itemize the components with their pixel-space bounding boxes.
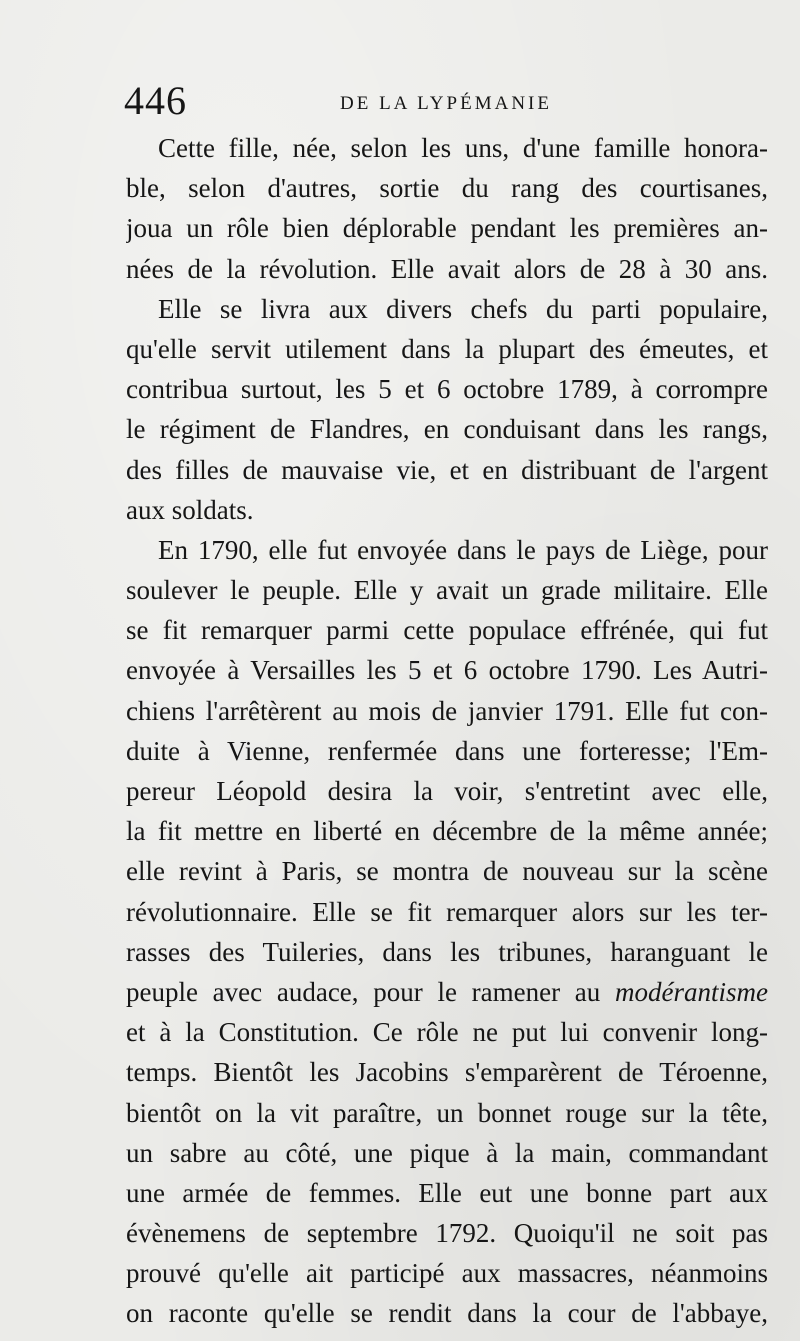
- text-line: aux soldats.: [126, 494, 254, 525]
- text-line: qu'elle servit utilement dans la plupart des émeutes, et: [126, 333, 768, 364]
- text-line: une armée de femmes. Elle eut une bonne part aux: [126, 1177, 768, 1208]
- text-line: elle revint à Paris, se montra de nouveau sur la scène: [126, 856, 768, 887]
- text-line: évènemens de septembre 1792. Quoiqu'il ne soit pas: [126, 1218, 768, 1249]
- text-line: contribua surtout, les 5 et 6 octobre 1789, à corrompre: [126, 374, 768, 405]
- text-line: se fit remarquer parmi cette populace effrénée, qui fut: [126, 615, 768, 646]
- italic-word: modérantisme: [615, 976, 768, 1007]
- page-number: 446: [124, 78, 187, 123]
- text-line: duite à Vienne, renfermée dans une forteresse; l'Em-: [126, 735, 768, 766]
- text-line-with-italic: [126, 972, 768, 1012]
- text-line: ble, selon d'autres, sortie du rang des courtisanes,: [126, 173, 768, 204]
- text-line: envoyée à Versailles les 5 et 6 octobre 1790. Les Autri-: [126, 655, 768, 686]
- text-line: Cette fille, née, selon les uns, d'une famille honora-: [158, 133, 768, 163]
- text-line: prouvé qu'elle ait participé aux massacres, néanmoins: [126, 1258, 768, 1289]
- text-line: on raconte qu'elle se rendit dans la cour de l'abbaye,: [126, 1298, 768, 1329]
- text-segment: peuple avec audace, pour le ramener au: [126, 976, 601, 1007]
- text-line: rasses des Tuileries, dans les tribunes, haranguant le: [126, 936, 768, 967]
- text-line: chiens l'arrêtèrent au mois de janvier 1791. Elle fut con-: [126, 695, 768, 726]
- running-head: DE LA LYPÉMANIE: [340, 93, 552, 114]
- page-header: [0, 78, 800, 128]
- text-line: des filles de mauvaise vie, et en distribuant de l'argent: [126, 454, 768, 485]
- text-line: joua un rôle bien déplorable pendant les premières an-: [126, 213, 768, 244]
- text-line: bientôt on la vit paraître, un bonnet rouge sur la tête,: [126, 1097, 768, 1128]
- text-line: la fit mettre en liberté en décembre de la même année;: [126, 816, 768, 847]
- text-line: soulever le peuple. Elle y avait un grade militaire. Elle: [126, 575, 768, 606]
- text-line: nées de la révolution. Elle avait alors de 28 à 30 ans.: [126, 253, 768, 284]
- text-line: et à la Constitution. Ce rôle ne put lui convenir long-: [126, 1017, 768, 1048]
- body-text: [126, 128, 768, 1334]
- text-line: temps. Bientôt les Jacobins s'emparèrent de Téroenne,: [126, 1057, 768, 1088]
- text-line: un sabre au côté, une pique à la main, commandant: [126, 1137, 768, 1168]
- text-line: révolutionnaire. Elle se fit remarquer alors sur les ter-: [126, 896, 768, 927]
- text-line: pereur Léopold desira la voir, s'entretint avec elle,: [126, 776, 768, 806]
- text-line: le régiment de Flandres, en conduisant dans les rangs,: [126, 414, 768, 445]
- text-line: En 1790, elle fut envoyée dans le pays de Liège, pour: [158, 534, 768, 565]
- text-line: Elle se livra aux divers chefs du parti populaire,: [158, 293, 768, 324]
